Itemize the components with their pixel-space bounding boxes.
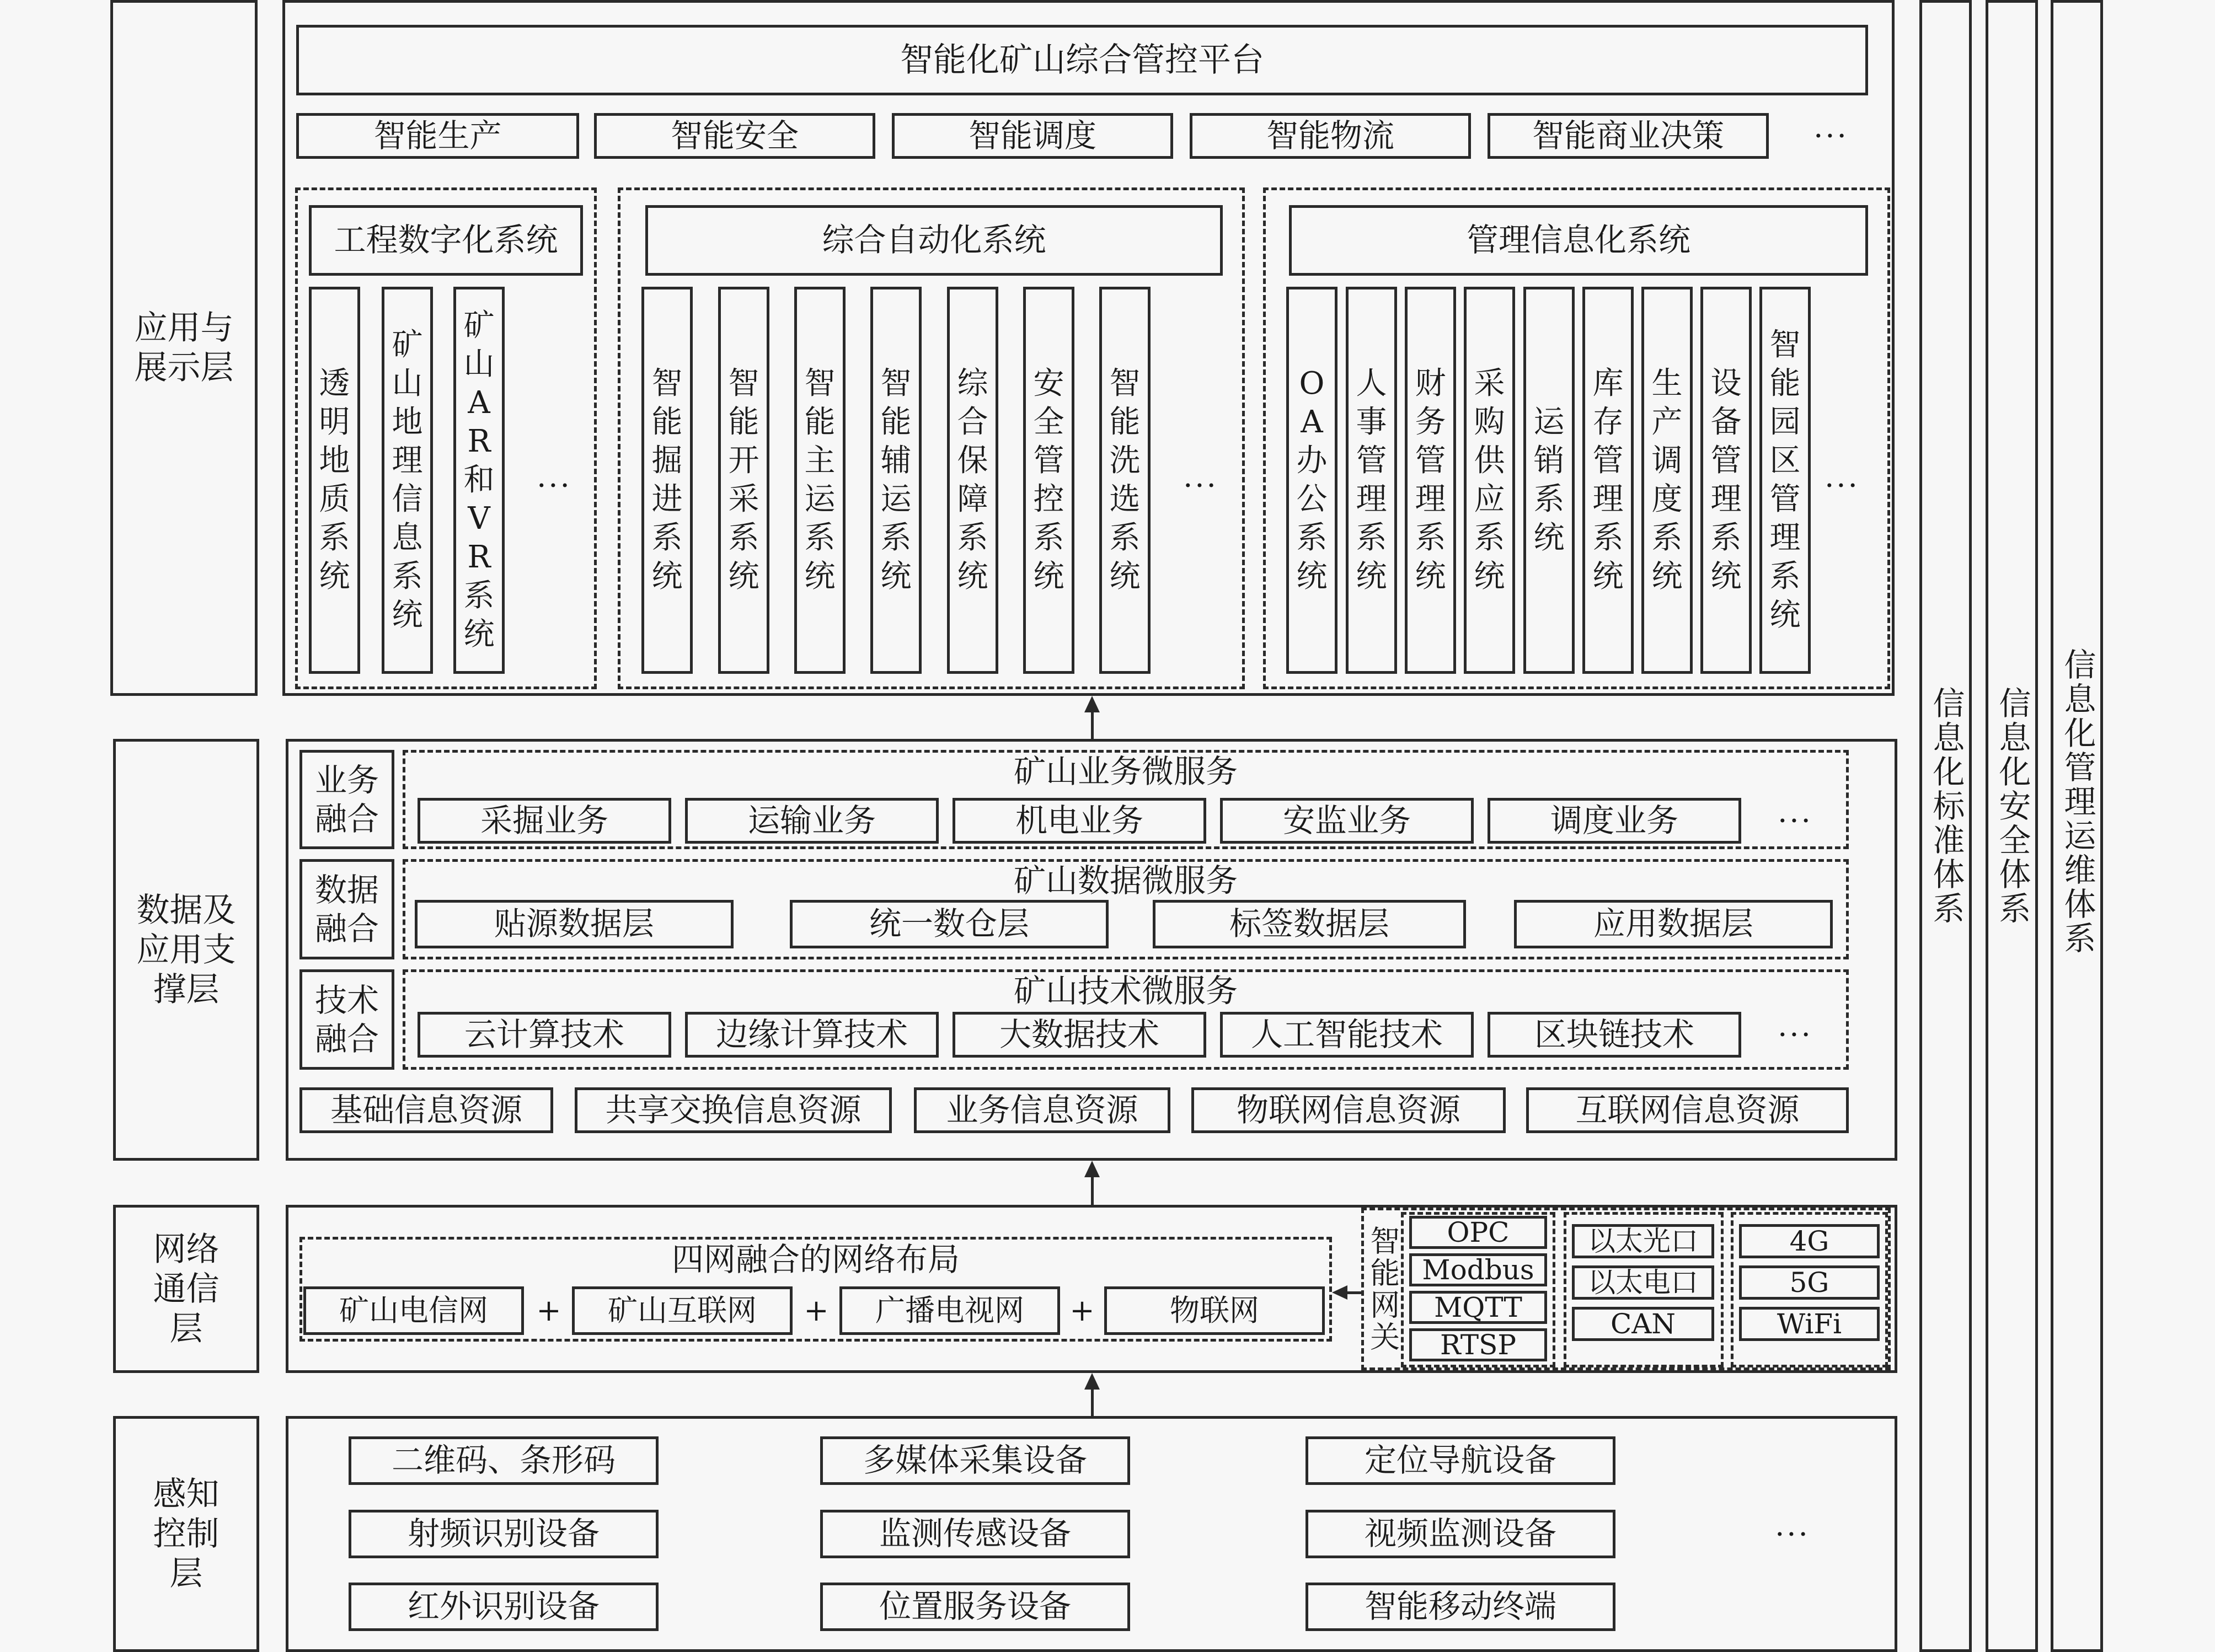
- tech-ai: 人工智能技术: [1220, 1012, 1474, 1058]
- arrow-sense-to-net-head: [1084, 1373, 1100, 1390]
- system-mine-ar-vr: 矿山AR和VR系统: [453, 287, 505, 674]
- arrow-sense-to-net: [1091, 1388, 1094, 1416]
- device-monitoring-sensor: 监测传感设备: [820, 1510, 1130, 1558]
- layer-label-data: 数据及应用支撑层: [113, 739, 259, 1161]
- layer-label-net: 网络通信层: [113, 1205, 259, 1373]
- fusion-tech-title: 矿山技术微服务: [1013, 972, 1238, 1010]
- device-multimedia-capture: 多媒体采集设备: [820, 1436, 1130, 1485]
- system-smart-tunneling: 智能掘进系统: [641, 287, 693, 674]
- service-transport: 运输业务: [685, 798, 939, 844]
- protocol-modbus: Modbus: [1409, 1253, 1547, 1286]
- fusion-data-title: 矿山数据微服务: [1013, 862, 1238, 900]
- data-layer-source: 贴源数据层: [415, 900, 734, 948]
- device-infrared: 红外识别设备: [349, 1583, 659, 1631]
- system-smart-washing: 智能洗选系统: [1099, 287, 1151, 674]
- resource-internet: 互联网信息资源: [1526, 1087, 1849, 1133]
- arrow-net-to-data: [1091, 1176, 1094, 1205]
- tech-ellipsis: ···: [1778, 1017, 1813, 1052]
- net-telecom: 矿山电信网: [303, 1286, 524, 1335]
- side-security: 信息化安全体系: [1986, 0, 2038, 1652]
- layer-label-app: 应用与展示层: [110, 0, 258, 696]
- net-internet: 矿山互联网: [572, 1286, 793, 1335]
- resource-basic: 基础信息资源: [299, 1087, 553, 1133]
- system-oa-office: OA办公系统: [1286, 287, 1337, 674]
- smart-production: 智能生产: [296, 113, 579, 159]
- plus-2: +: [804, 1293, 829, 1328]
- system-production-dispatch: 生产调度系统: [1641, 287, 1693, 674]
- group-automation-title: 综合自动化系统: [645, 205, 1223, 276]
- protocol-rtsp: RTSP: [1409, 1328, 1547, 1361]
- layer-label-sense: 感知控制层: [113, 1416, 259, 1652]
- system-inventory: 库存管理系统: [1582, 287, 1634, 674]
- port-electrical: 以太电口: [1572, 1265, 1714, 1300]
- service-mining: 采掘业务: [418, 798, 671, 844]
- net-iot: 物联网: [1104, 1286, 1325, 1335]
- wireless-wifi: WiFi: [1739, 1307, 1880, 1341]
- protocol-mqtt: MQTT: [1409, 1291, 1547, 1324]
- device-video-monitoring: 视频监测设备: [1306, 1510, 1615, 1558]
- smart-business-decision: 智能商业决策: [1488, 113, 1769, 159]
- system-finance: 财务管理系统: [1405, 287, 1456, 674]
- group-management-title: 管理信息化系统: [1289, 205, 1868, 276]
- system-smart-park: 智能园区管理系统: [1759, 287, 1811, 674]
- smart-dispatch: 智能调度: [892, 113, 1173, 159]
- resource-iot: 物联网信息资源: [1191, 1087, 1506, 1133]
- management-ellipsis: ···: [1825, 468, 1860, 503]
- device-positioning-navigation: 定位导航设备: [1306, 1436, 1615, 1485]
- resource-business: 业务信息资源: [914, 1087, 1170, 1133]
- system-procurement: 采购供应系统: [1464, 287, 1515, 674]
- smart-safety: 智能安全: [594, 113, 875, 159]
- resource-shared-exchange: 共享交换信息资源: [575, 1087, 892, 1133]
- fusion-business-title: 矿山业务微服务: [1013, 753, 1238, 791]
- fusion-tech-label: 技术融合: [299, 969, 394, 1070]
- tech-blockchain: 区块链技术: [1488, 1012, 1741, 1058]
- protocol-opc: OPC: [1409, 1216, 1547, 1249]
- data-layer-tag: 标签数据层: [1153, 900, 1466, 948]
- platform-title: 智能化矿山综合管控平台: [296, 25, 1868, 95]
- arrow-net-to-data-head: [1084, 1161, 1100, 1177]
- system-equipment: 设备管理系统: [1700, 287, 1752, 674]
- engineering-ellipsis: ···: [537, 468, 572, 503]
- gateway-label: 智能网关: [1365, 1225, 1400, 1353]
- data-layer-application: 应用数据层: [1514, 900, 1833, 948]
- system-sales: 运销系统: [1523, 287, 1575, 674]
- service-safety-supervision: 安监业务: [1220, 798, 1474, 844]
- system-smart-aux-transport: 智能辅运系统: [870, 287, 922, 674]
- system-integrated-support: 综合保障系统: [947, 287, 998, 674]
- smart-logistics: 智能物流: [1190, 113, 1471, 159]
- arrow-gateway-to-nets: [1346, 1291, 1362, 1294]
- arrow-gateway-to-nets-head: [1332, 1285, 1347, 1300]
- system-smart-main-transport: 智能主运系统: [794, 287, 846, 674]
- side-ops: 信息化管理运维体系: [2051, 0, 2103, 1652]
- tech-big-data: 大数据技术: [953, 1012, 1206, 1058]
- arrow-data-to-app-head: [1084, 696, 1100, 712]
- tech-cloud: 云计算技术: [418, 1012, 671, 1058]
- business-ellipsis: ···: [1778, 803, 1813, 838]
- data-layer-warehouse: 统一数仓层: [790, 900, 1109, 948]
- service-dispatch: 调度业务: [1488, 798, 1741, 844]
- plus-1: +: [536, 1293, 561, 1328]
- device-rfid: 射频识别设备: [349, 1510, 659, 1558]
- automation-ellipsis: ···: [1183, 468, 1218, 503]
- port-can: CAN: [1572, 1307, 1714, 1341]
- plus-3: +: [1069, 1293, 1095, 1328]
- fusion-business-label: 业务融合: [299, 750, 394, 849]
- wireless-5g: 5G: [1739, 1265, 1880, 1300]
- group-engineering-title: 工程数字化系统: [309, 205, 583, 276]
- arrow-data-to-app: [1091, 711, 1094, 739]
- net-broadcast-tv: 广播电视网: [839, 1286, 1060, 1335]
- four-net-title: 四网融合的网络布局: [671, 1241, 960, 1279]
- system-transparent-geology: 透明地质系统: [309, 287, 360, 674]
- system-mine-gis: 矿山地理信息系统: [382, 287, 433, 674]
- device-qr-barcode: 二维码、条形码: [349, 1436, 659, 1485]
- device-location-service: 位置服务设备: [820, 1583, 1130, 1631]
- system-smart-mining: 智能开采系统: [718, 287, 769, 674]
- port-optical: 以太光口: [1572, 1224, 1714, 1258]
- tech-edge: 边缘计算技术: [685, 1012, 939, 1058]
- service-electromechanical: 机电业务: [953, 798, 1206, 844]
- fusion-data-label: 数据融合: [299, 859, 394, 959]
- side-standards: 信息化标准体系: [1919, 0, 1972, 1652]
- device-mobile-terminal: 智能移动终端: [1306, 1583, 1615, 1631]
- smart-ellipsis: ···: [1813, 119, 1849, 153]
- system-safety-control: 安全管控系统: [1023, 287, 1074, 674]
- system-hr: 人事管理系统: [1346, 287, 1397, 674]
- wireless-4g: 4G: [1739, 1224, 1880, 1258]
- sensing-ellipsis: ···: [1775, 1516, 1810, 1552]
